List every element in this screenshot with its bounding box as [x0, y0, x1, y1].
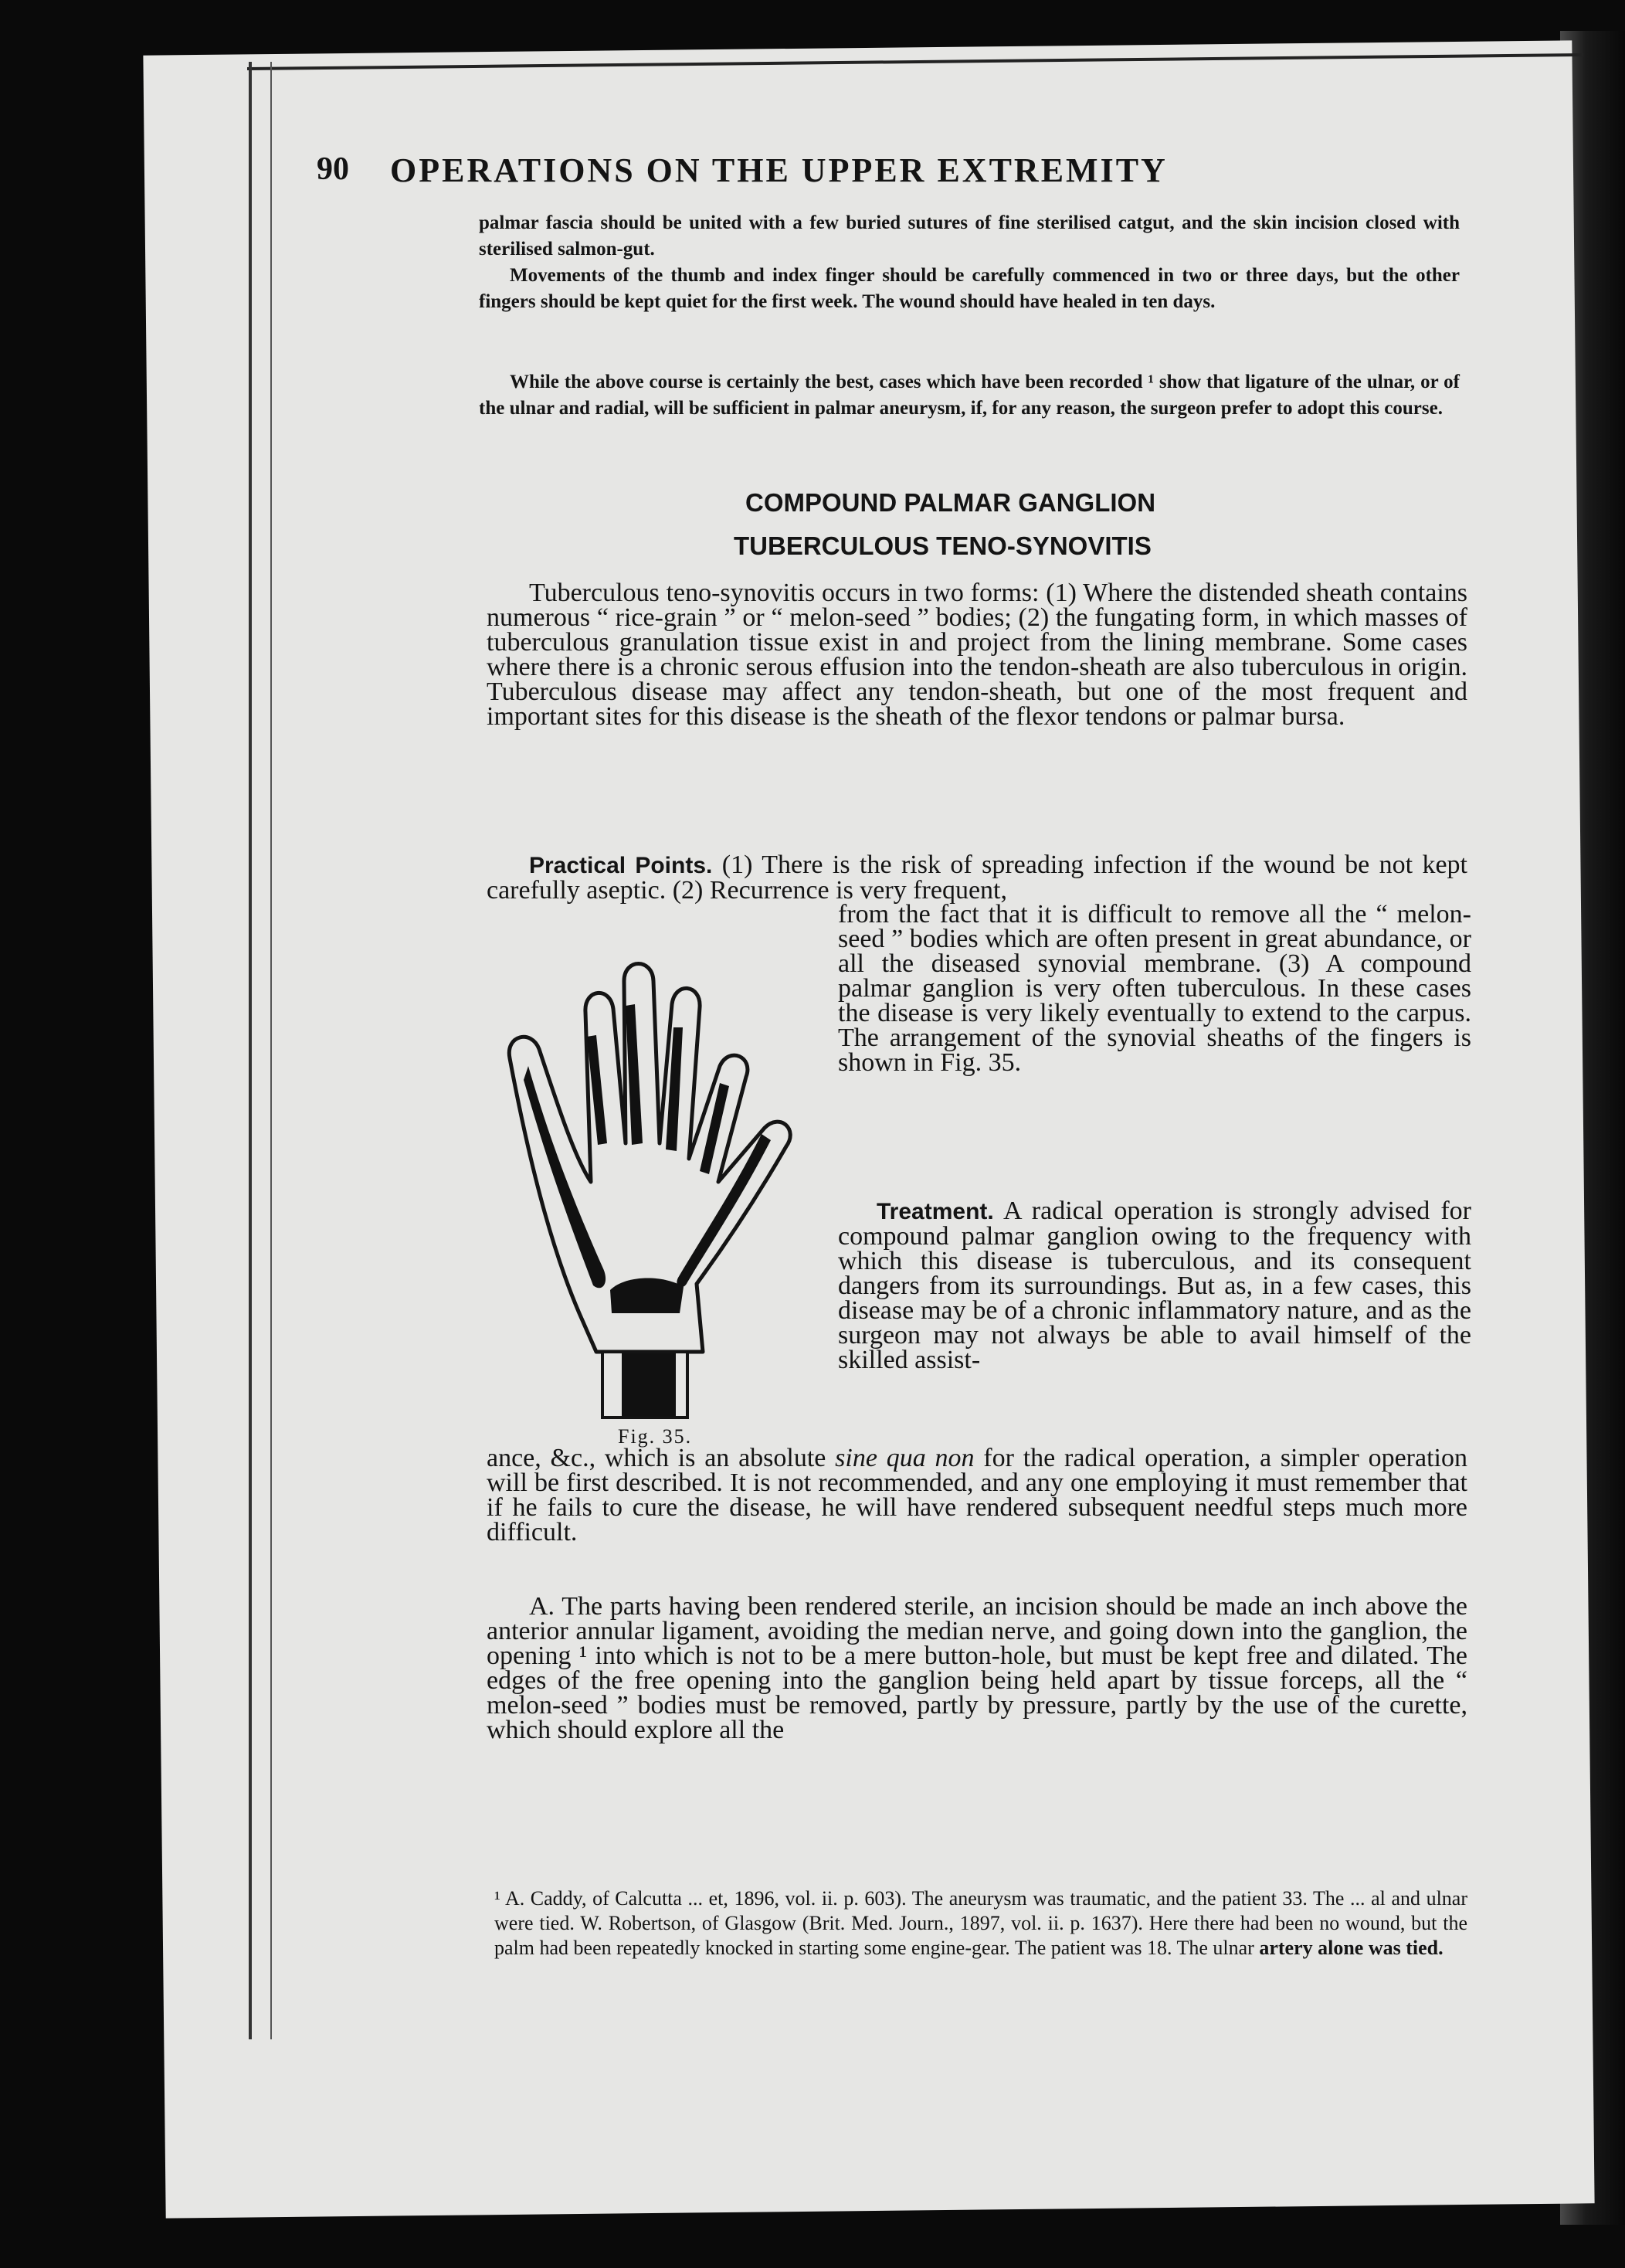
- footnote-text: ¹ A. Caddy, of Calcutta ... et, 1896, vol. ii. p. 603). The aneurysm was traumatic, and the patient 33. The ... al and ulnar were tied. W. Robertson, of Glasgow (Brit. Med. Journ., 1897, vol. ii. p. 1637). Here there had been no wound, but the palm had been repeatedly knocked in starting some engine-gear. The patient was 18. The ulnar: [494, 1887, 1467, 1959]
- paragraph-treatment-continued: [487, 1446, 1467, 1545]
- paragraph-fascia: palmar fascia should be united with a few buried sutures of fine sterilised catgut, and the skin incision closed with sterilised salmon-gut.: [479, 212, 1460, 260]
- section-heading: COMPOUND PALMAR GANGLION: [745, 488, 1156, 517]
- paragraph-intro: Tuberculous teno-synovitis occurs in two forms: (1) Where the distended sheath contains numerous “ rice-grain ” or “ melon-seed ” bodies; (2) the fungating form, in which masses of tuberculous granulation tissue exist in and project from the lining membrane. Some cases where there is a chronic serous effusion into the tendon-sheath are also tuberculous in origin. Tuberculous disease may affect any tendon-sheath, but one of the most frequent and important sites for this disease is the sheath of the flexor tendons or palmar bursa.: [487, 579, 1467, 731]
- treatment-continued-text-2: for the radical operation, a simpler operation will be first described. It is not recommended, and any one employing it must remember that if he fails to cure the disease, he will have rendered subsequent needful steps much more difficult.: [487, 1444, 1467, 1547]
- paragraph-movements: Movements of the thumb and index finger should be carefully commenced in two or three days, but the other fingers should be kept quiet for the first week. The wound should have healed in ten days.: [479, 265, 1460, 312]
- treatment-lead: Treatment.: [877, 1199, 994, 1224]
- subsection-heading: TUBERCULOUS TENO-SYNOVITIS: [734, 531, 1152, 560]
- hand-illustration: [494, 950, 819, 1429]
- paragraph-practical-continued: from the fact that it is difficult to remove all the “ melon-seed ” bodies which are often present in great abundance, or all the diseased synovial membrane. (3) A compound palmar ganglion is very often tuberculous. In these cases the disease is very likely eventually to extend to the carpus. The arrangement of the synovial sheaths of the fingers is shown in Fig. 35.: [838, 900, 1471, 1077]
- footnote-bold-end: artery alone was tied.: [1259, 1937, 1444, 1959]
- paragraph-treatment: [838, 1199, 1471, 1373]
- paragraph-step-a: A. The parts having been rendered sterile, an incision should be made an inch above the anterior annular ligament, avoiding the median nerve, and going down into the ganglion, the opening ¹ into which is not to be a mere button-hole, but must be kept free and dilated. The edges of the free opening into the ganglion being held apart by tissue forceps, all the “ melon-seed ” bodies must be removed, partly by pressure, partly by the use of the curette, which should explore all the: [487, 1592, 1467, 1744]
- practical-points-lead: Practical Points.: [529, 853, 713, 878]
- page-number: 90: [317, 151, 349, 187]
- page-border-left: [249, 62, 252, 2039]
- running-header: [317, 151, 1359, 205]
- paragraph-practical: [487, 850, 1467, 905]
- paragraph-ligature: While the above course is certainly the best, cases which have been recorded ¹ show that ligature of the ulnar, or of the ulnar and radial, will be sufficient in palmar aneurysm, if, for any reason, the surgeon prefer to adopt this course.: [479, 372, 1460, 419]
- sine-qua-non: sine qua non: [835, 1444, 975, 1472]
- figure-caption: Fig. 35.: [618, 1425, 693, 1448]
- running-title: OPERATIONS ON THE UPPER EXTREMITY: [390, 151, 1168, 189]
- page-border-left-inner: [270, 62, 272, 2039]
- hand-synovial-sheaths-figure: [494, 950, 819, 1429]
- treatment-continued-text: ance, &c., which is an absolute: [487, 1444, 826, 1472]
- treatment-text: A radical operation is strongly advised for compound palmar ganglion owing to the frequency with which this disease is tuberculous, and its consequent dangers from its surroundings. But as, in a few cases, this disease may be of a chronic inflammatory nature, and as the surgeon may not always be able to avail himself of the skilled assist-: [838, 1197, 1471, 1374]
- practical-points-text: (1) There is the risk of spreading infection if the wound be not kept carefully aseptic. (2) Recurrence is very frequent,: [487, 850, 1467, 905]
- footnote: [494, 1886, 1467, 1961]
